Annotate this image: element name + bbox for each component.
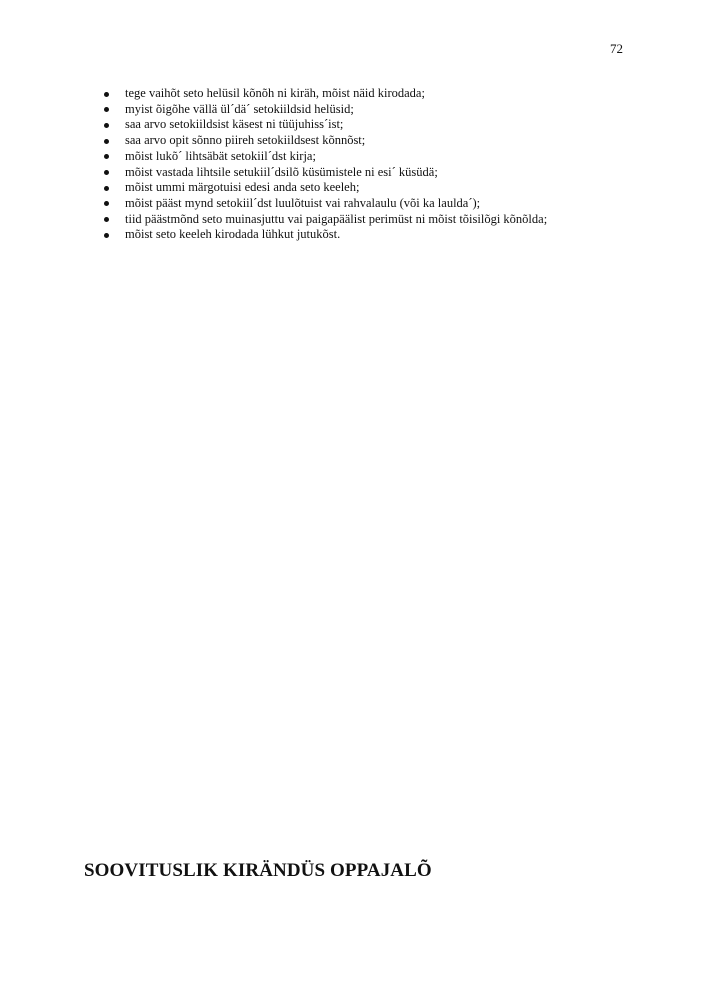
bullet-icon <box>104 107 109 112</box>
bullet-icon <box>104 201 109 206</box>
list-item-text: mõist ummi märgotuisi edesi anda seto keeleh; <box>125 180 360 195</box>
list-item <box>104 117 644 133</box>
list-item <box>104 227 644 243</box>
bullet-icon <box>104 170 109 175</box>
bullet-icon <box>104 154 109 159</box>
list-item <box>104 133 644 149</box>
list-item-text: saa arvo opit sõnno piireh setokiildsest kõnnõst; <box>125 133 366 148</box>
list-item <box>104 212 644 228</box>
list-item-text: tiid päästmõnd seto muinasjuttu vai paigapäälist perimüst ni mõist tõisilõgi kõnõlda; <box>125 211 548 226</box>
list-item <box>104 180 644 196</box>
bullet-icon <box>104 139 109 144</box>
list-item-text: mõist lukõ´ lihtsäbät setokiil´dst kirja; <box>125 148 316 163</box>
bullet-icon <box>104 92 109 97</box>
list-item <box>104 102 644 118</box>
bullet-icon <box>104 123 109 128</box>
list-item-text: mõist pääst mynd setokiil´dst luulõtuist vai rahvalaulu (või ka laulda´); <box>125 195 481 210</box>
page-number: 72 <box>610 41 623 56</box>
bullet-icon <box>104 233 109 238</box>
list-item <box>104 165 644 181</box>
list-item-text: tege vaihõt seto helüsil kõnõh ni kiräh, mõist näid kirodada; <box>125 86 425 100</box>
list-item-text: mõist seto keeleh kirodada lühkut jutukõst. <box>125 227 341 242</box>
section-heading: SOOVITUSLIK KIRÄNDÜS OPPAJALÕ <box>84 860 432 881</box>
learning-outcomes-list <box>104 86 644 243</box>
bullet-icon <box>104 217 109 222</box>
list-item <box>104 196 644 212</box>
bullet-icon <box>104 186 109 191</box>
list-item-text: myist õigõhe vällä ül´dä´ setokiildsid helüsid; <box>125 101 354 116</box>
list-item <box>104 149 644 165</box>
list-item <box>104 86 644 102</box>
list-item-text: saa arvo setokiildsist käsest ni tüüjuhiss´ist; <box>125 117 344 132</box>
list-item-text: mõist vastada lihtsile setukiil´dsilõ küsümistele ni esi´ küsüdä; <box>125 164 438 179</box>
